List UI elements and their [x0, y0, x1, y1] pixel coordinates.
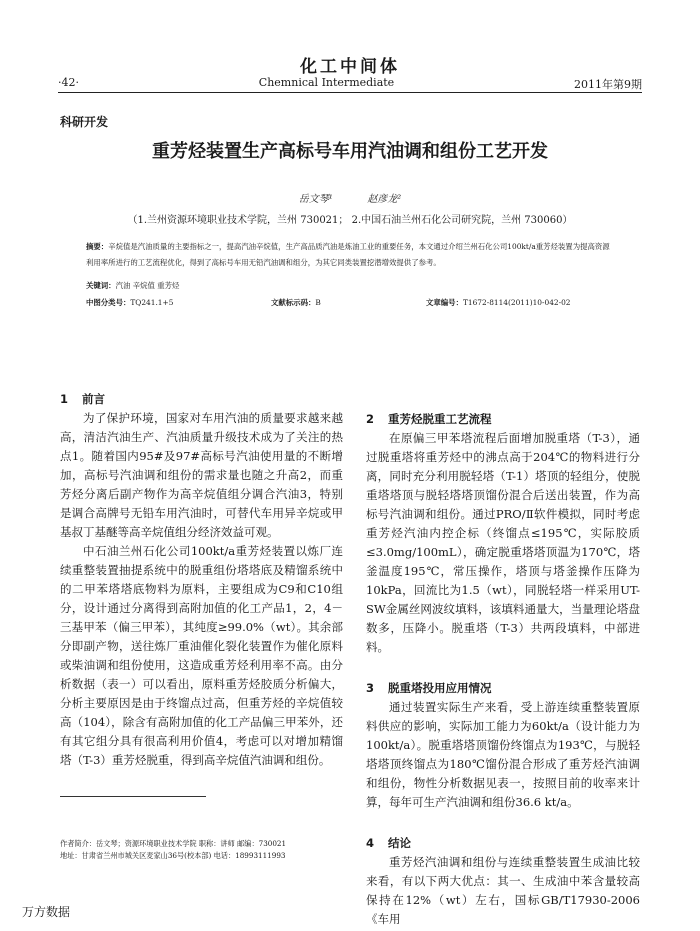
abstract-label: 摘要：: [86, 242, 109, 251]
section-heading-2: 2 重芳烃脱重工艺流程: [366, 412, 492, 426]
footnote-line: 地址：甘肃省兰州市城关区麦家山36号(校本部) 电话：18993111993: [60, 851, 286, 860]
section-heading-3: 3 脱重塔投用应用情况: [366, 681, 492, 695]
section-heading-1: 1 前言: [60, 392, 105, 406]
footnote-line: 作者简介：岳文琴；资源环境职业技术学院 职称：讲师 邮编：730021: [60, 839, 287, 848]
issue-label: 2011年第9期: [573, 78, 642, 91]
column-left: [60, 390, 343, 770]
doc-code: 文献标示码：B: [271, 298, 321, 307]
journal-name-cn: 化工中间体: [300, 57, 400, 77]
header-divider: [58, 92, 642, 93]
paper-title: 重芳烃装置生产高标号车用汽油调和组份工艺开发: [152, 141, 548, 162]
section-heading-4: 4 结论: [366, 836, 411, 850]
article-number: 文章编号：T1672-8114(2011)10-042-02: [426, 298, 571, 307]
section-tag: 科研开发: [60, 115, 109, 129]
paragraph: 中石油兰州石化公司100kt/a重芳烃装置以炼厂连续重整装置抽提系统中的脱重组份塔塔底及精馏系统中的二甲苯塔塔底物料为原料，主要组成为C9和C10组分，设计通过分离得到高附加值的化工产品1，2，4－三基甲苯（偏三甲苯），其纯度≥99.0%（wt）。其余部分即副产物，送往炼厂重油催化裂化装置作为催化原料或柴油调和组份使用，这造成重芳烃利用率不高。由分析数据（表一）可以看出，原料重芳烃胶质分析偏大，分析主要原因是由于终馏点过高，但重芳烃的辛烷值较高（104），除含有高附加值的化工产品偏三甲苯外，还有其它组分具有很高利用价值4，考虑可以对增加精馏塔（T-3）重芳烃脱重，得到高辛烷值汽油调和组份。: [60, 544, 343, 767]
affiliations: （1.兰州资源环境职业技术学院，兰州 730021； 2.中国石油兰州石化公司研究院，兰州 730060）: [127, 215, 573, 226]
database-watermark: 万方数据: [22, 905, 71, 919]
running-header: [58, 76, 642, 92]
author-1: 岳文琴¹: [298, 194, 333, 205]
abstract: [86, 239, 616, 271]
author-2: 赵彦龙²: [367, 194, 402, 205]
column-right: [366, 410, 640, 929]
keywords-label: 关键词：: [86, 281, 116, 290]
page-number: ·42·: [58, 76, 79, 89]
paragraph: 重芳烃汽油调和组份与连续重整装置生成油比较来看，有以下两大优点：其一、生成油中苯含量较高保持在12%（wt）左右，国标GB/T17930-2006《车用: [366, 855, 640, 926]
keywords-text: 汽油 辛烷值 重芳烃: [115, 281, 180, 290]
paragraph: 通过装置实际生产来看，受上游连续重整装置原料供应的影响，实际加工能力为60kt/a（设计能力为100kt/a）。脱重塔塔顶馏份终馏点为193℃，与脱轻塔塔顶终馏点为180℃馏份混合形成了重芳烃汽油调和组份，物性分析数据见表一，按照目前的收率来计算，每年可生产汽油调和组份36.6 kt/a。: [366, 700, 640, 809]
paragraph: 为了保护环境，国家对车用汽油的质量要求越来越高，清洁汽油生产、汽油质量升级技术成为了关注的热点1。随着国内95#及97#高标号汽油使用量的不断增加，高标号汽油调和组份的需求量也随之升高2，而重芳烃分离后副产物作为高辛烷值组分调合汽油3，特别是调合高牌号无铅车用汽油时，可替代车用异辛烷或甲基叔丁基醚等高辛烷值组分经济效益可观。: [60, 411, 343, 539]
footnote-divider: [60, 796, 206, 797]
clc-code: 中图分类号：TQ241.1+5: [86, 298, 174, 307]
author-footnote: [60, 838, 286, 862]
author-line: [0, 190, 700, 205]
paragraph: 在原偏三甲苯塔流程后面增加脱重塔（T-3），通过脱重塔将重芳烃中的沸点高于204℃的物料进行分离，同时充分利用脱轻塔（T-1）塔顶的轻组分，使脱重塔塔顶与脱轻塔塔顶馏份混合后送出装置，作为高标号汽油调和组份。通过PRO/Ⅱ软件模拟，同时考虑重芳烃汽油内控企标（终馏点≤195℃，实际胶质≤3.0mg/100mL），确定脱重塔塔顶温为170℃，塔釜温度195℃，常压操作，塔顶与塔釜操作压降为10kPa，回流比为1.5（wt），同脱轻塔一样采用UT-SW金属丝网波纹填料，该填料通量大，当量理论塔盘数多，压降小。脱重塔（T-3）共两段填料，中部进料。: [366, 431, 640, 654]
abstract-text: 辛烷值是汽油质量的主要指标之一，提高汽油辛烷值，生产高品质汽油是炼油工业的重要任务，本文通过介绍兰州石化公司100kt/a重芳烃装置为提高资源利用率所进行的工艺流程优化，得到了高标号车用无铅汽油调和组分，为其它同类装置挖潜增效提供了参考。: [86, 242, 610, 267]
journal-name-en: Chemnical Intermediate: [258, 76, 395, 89]
keywords: [86, 280, 179, 291]
